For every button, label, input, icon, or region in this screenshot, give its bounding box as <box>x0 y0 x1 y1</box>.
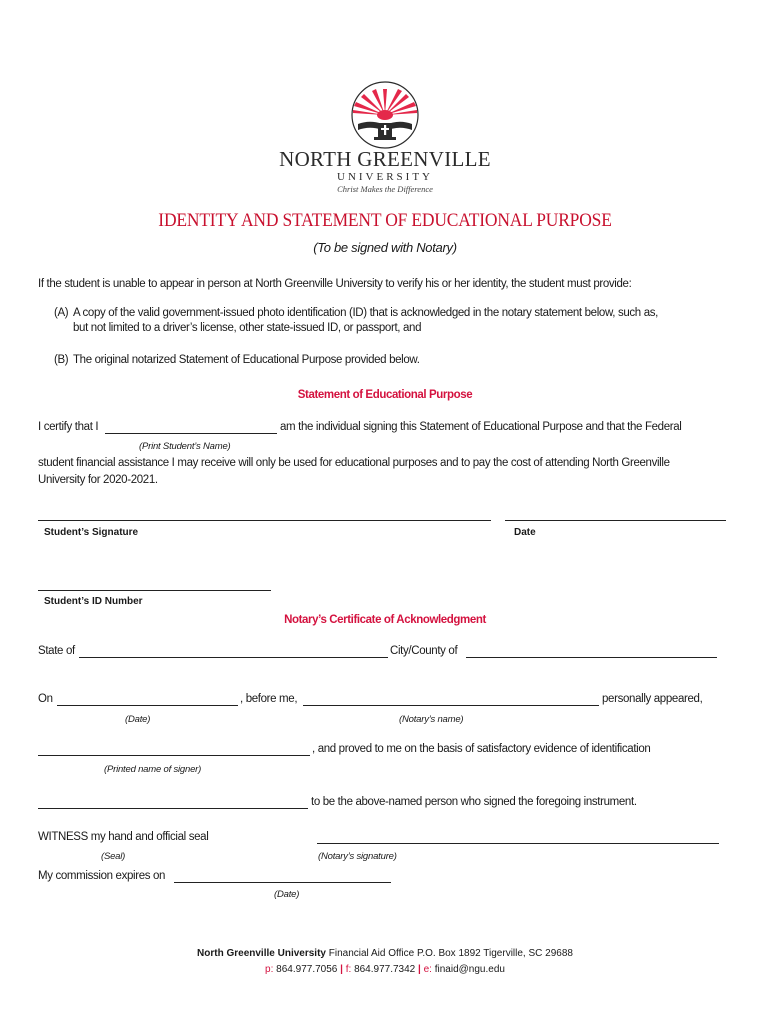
logo-emblem-icon <box>250 75 520 155</box>
item-a-marker: (A) <box>54 307 69 319</box>
notary-signature-field[interactable] <box>317 843 719 844</box>
logo-name: NORTH GREENVILLE <box>279 147 491 171</box>
item-a-line1: A copy of the valid government-issued photo identification (ID) that is acknowledged in the notary statement below, such as, <box>73 307 658 319</box>
fax-number: 864.977.7342 <box>354 964 416 975</box>
date-label: Date <box>514 527 536 538</box>
phone-number: 864.977.7056 <box>276 964 338 975</box>
intro-text: If the student is unable to appear in person at North Greenville University to verify his or her identity, the student must provide: <box>38 278 632 290</box>
phone-label: p: <box>265 964 274 975</box>
email-link[interactable]: finaid@ngu.edu <box>434 964 505 975</box>
footer-address: Financial Aid Office P.O. Box 1892 Tigerville, SC 29688 <box>328 948 573 959</box>
city-county-label: City/County of <box>390 645 458 657</box>
document-title: IDENTITY AND STATEMENT OF EDUCATIONAL PURPOSE <box>158 210 612 231</box>
student-signature-label: Student’s Signature <box>44 527 139 538</box>
identified-person-field[interactable] <box>38 808 308 809</box>
notary-heading: Notary’s Certificate of Acknowledgment <box>284 614 486 626</box>
city-county-field[interactable] <box>466 657 717 658</box>
print-name-hint: (Print Student’s Name) <box>139 441 231 452</box>
statement-line3: University for 2020-2021. <box>38 474 158 486</box>
date-field[interactable] <box>505 520 726 521</box>
separator-2: | <box>418 964 421 975</box>
on-label: On <box>38 693 53 705</box>
notary-signature-hint: (Notary’s signature) <box>318 851 397 862</box>
footer-contact-line <box>0 964 770 975</box>
student-id-field[interactable] <box>38 590 271 591</box>
certify-suffix: am the individual signing this Statement of Educational Purpose and that the Federal <box>280 421 682 433</box>
commission-text: My commission expires on <box>38 870 166 882</box>
student-id-label: Student’s ID Number <box>44 596 143 607</box>
student-name-field[interactable] <box>105 433 277 434</box>
proved-text: , and proved to me on the basis of satisfactory evidence of identification <box>312 743 651 755</box>
commission-date-hint: (Date) <box>274 889 300 900</box>
statement-line2: student financial assistance I may receive will only be used for educational purposes and to pay the cost of attending North Greenville <box>38 457 670 469</box>
item-b-line1: The original notarized Statement of Educational Purpose provided below. <box>73 354 420 366</box>
printed-name-hint: (Printed name of signer) <box>104 764 202 775</box>
logo-subname: UNIVERSITY <box>337 171 433 183</box>
on-date-hint: (Date) <box>125 714 151 725</box>
state-label: State of <box>38 645 75 657</box>
signer-name-field[interactable] <box>38 755 310 756</box>
above-named-text: to be the above-named person who signed the foregoing instrument. <box>311 796 637 808</box>
footer-address-line <box>0 948 770 959</box>
seal-hint: (Seal) <box>101 851 126 862</box>
notary-name-field[interactable] <box>303 705 599 706</box>
certify-prefix: I certify that I <box>38 421 99 433</box>
witness-text: WITNESS my hand and official seal <box>38 831 209 843</box>
student-signature-field[interactable] <box>38 520 491 521</box>
personally-appeared-label: personally appeared, <box>602 693 703 705</box>
commission-date-field[interactable] <box>174 882 391 883</box>
item-b-marker: (B) <box>54 354 69 366</box>
fax-label: f: <box>345 964 352 975</box>
logo-tagline: Christ Makes the Difference <box>337 184 433 194</box>
notary-name-hint: (Notary’s name) <box>399 714 464 725</box>
state-field[interactable] <box>79 657 388 658</box>
separator-1: | <box>340 964 343 975</box>
footer-org: North Greenville University <box>197 948 326 959</box>
on-date-field[interactable] <box>57 705 238 706</box>
statement-heading: Statement of Educational Purpose <box>297 389 473 401</box>
item-a-line2: but not limited to a driver’s license, other state-issued ID, or passport, and <box>73 322 422 334</box>
before-me-label: , before me, <box>240 693 298 705</box>
document-subtitle: (To be signed with Notary) <box>313 240 457 255</box>
university-logo <box>250 75 520 200</box>
email-label: e: <box>423 964 432 975</box>
